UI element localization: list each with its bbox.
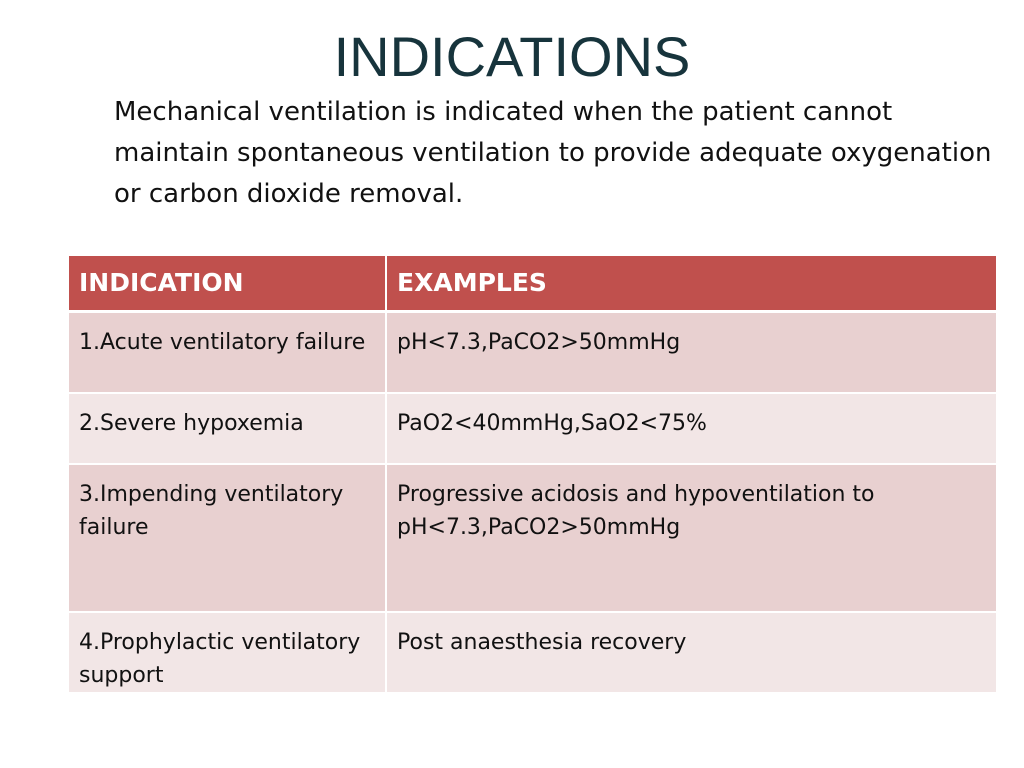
indication-cell: 1.Acute ventilatory failure [69, 311, 386, 393]
indications-table [69, 256, 996, 694]
examples-cell: Post anaesthesia recovery [386, 612, 996, 693]
indication-cell: 3.Impending ventilatory failure [69, 464, 386, 612]
table-row [69, 612, 996, 693]
table-row [69, 311, 996, 393]
examples-cell: PaO2<40mmHg,SaO2<75% [386, 393, 996, 464]
table-header-row [69, 256, 996, 311]
table-row [69, 393, 996, 464]
examples-cell: pH<7.3,PaCO2>50mmHg [386, 311, 996, 393]
intro-paragraph: Mechanical ventilation is indicated when the patient cannot maintain spontaneous ventilation to provide adequate oxygenation or carbon dioxide removal. [114, 97, 992, 209]
indication-cell: 2.Severe hypoxemia [69, 393, 386, 464]
slide-title: INDICATIONS [333, 25, 691, 88]
indication-cell: 4.Prophylactic ventilatory support [69, 612, 386, 693]
examples-cell: Progressive acidosis and hypoventilation to pH<7.3,PaCO2>50mmHg [386, 464, 996, 612]
table-row [69, 464, 996, 612]
header-indication: INDICATION [69, 256, 386, 311]
header-examples: EXAMPLES [386, 256, 996, 311]
